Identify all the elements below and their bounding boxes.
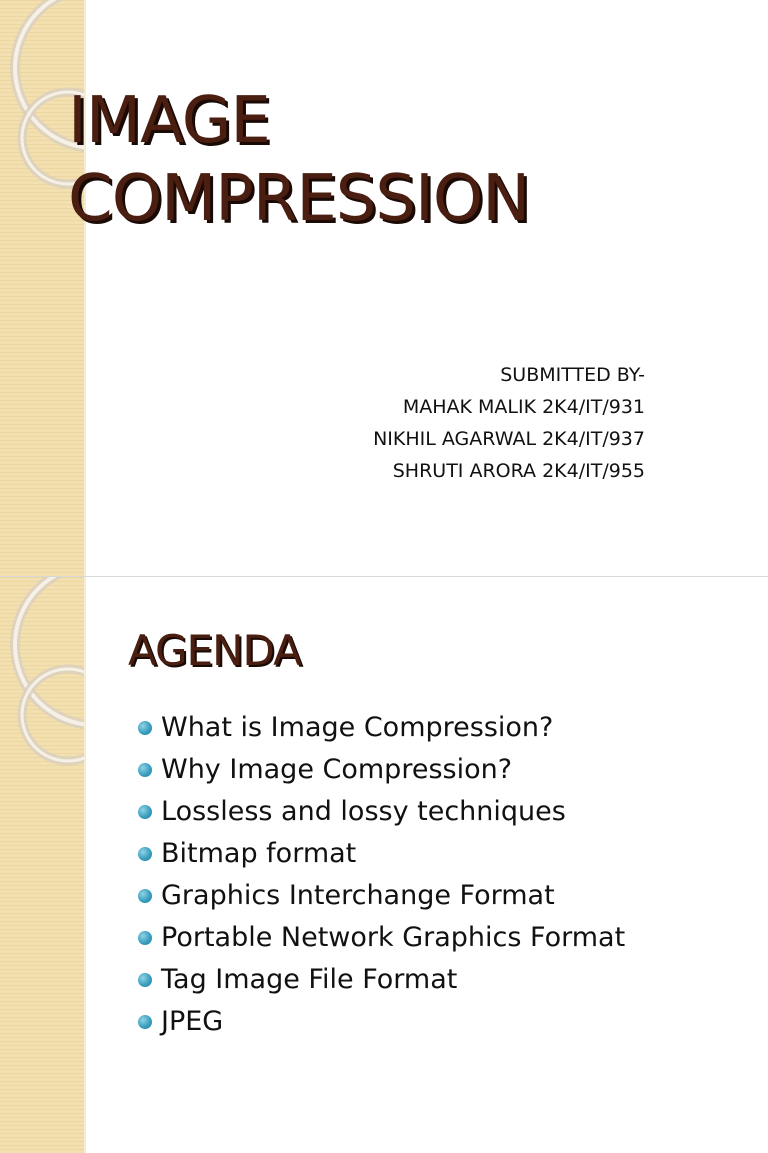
bullet-icon	[138, 763, 152, 777]
bullet-icon	[138, 931, 152, 945]
list-item	[136, 791, 625, 833]
list-item	[136, 1001, 625, 1043]
bullet-icon	[138, 721, 152, 735]
agenda-list	[136, 707, 625, 1043]
list-item	[136, 833, 625, 875]
list-item	[136, 917, 625, 959]
bullet-icon	[138, 805, 152, 819]
list-item	[136, 959, 625, 1001]
member-name: MAHAK MALIK 2K4/IT/931	[402, 396, 645, 418]
member-name: NIKHIL AGARWAL 2K4/IT/937	[373, 428, 645, 450]
list-item	[136, 875, 625, 917]
slide-title	[68, 82, 529, 238]
list-item-label: Graphics Interchange Format	[161, 880, 555, 911]
list-item-label: Tag Image File Format	[161, 964, 458, 995]
bullet-icon	[138, 1015, 152, 1029]
list-item	[136, 749, 625, 791]
title-line: COMPRESSION	[68, 162, 530, 236]
list-item	[136, 707, 625, 749]
list-item-label: Portable Network Graphics Format	[161, 922, 626, 953]
submitted-by-block	[373, 359, 645, 487]
decorative-rings-icon	[0, 577, 84, 1153]
title-line: IMAGE	[68, 84, 270, 158]
bullet-icon	[138, 973, 152, 987]
list-item-label: Lossless and lossy techniques	[161, 796, 566, 827]
list-item-label: What is Image Compression?	[161, 712, 554, 743]
agenda-title: AGENDA	[128, 626, 301, 675]
list-item-label: Bitmap format	[161, 838, 357, 869]
agenda-slide	[0, 577, 768, 1153]
bullet-icon	[138, 847, 152, 861]
list-item-label: Why Image Compression?	[161, 754, 513, 785]
list-item-label: JPEG	[161, 1006, 224, 1037]
strip-edge	[84, 577, 86, 1153]
decorative-side-strip	[0, 577, 85, 1153]
bullet-icon	[138, 889, 152, 903]
member-name: SHRUTI ARORA 2K4/IT/955	[392, 460, 645, 482]
submitted-heading: SUBMITTED BY-	[500, 364, 645, 386]
title-slide	[0, 0, 768, 576]
